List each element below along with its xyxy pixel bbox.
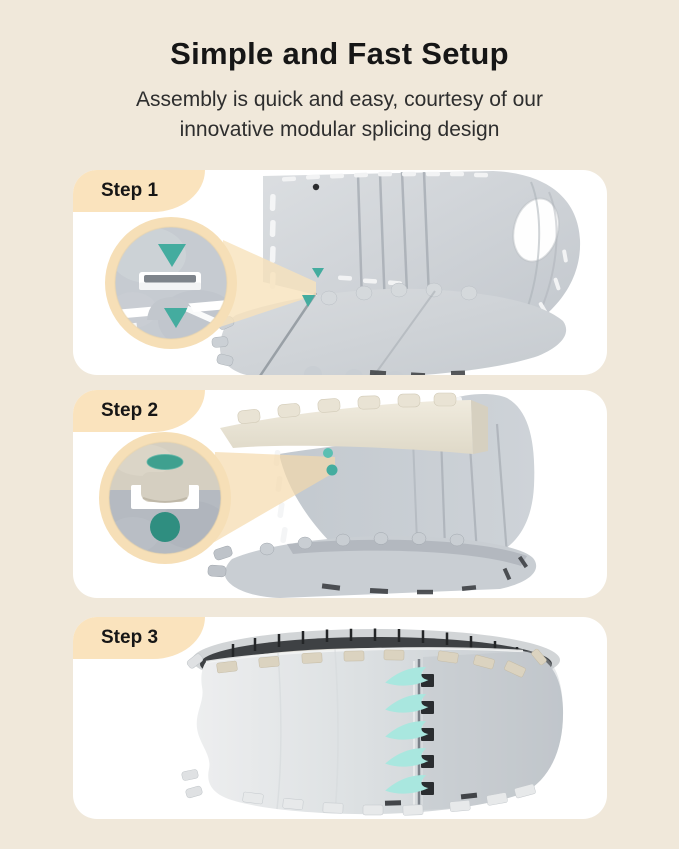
- step-1-card: [73, 170, 607, 375]
- pen-front-wall: [197, 648, 563, 814]
- wall-hole-dot: [313, 184, 319, 190]
- step-3-badge: [73, 617, 205, 659]
- step-3-label: Step 3: [101, 627, 159, 648]
- top-rail-panel: [220, 393, 488, 454]
- teal-dot-icon: [150, 512, 180, 542]
- step-2-label: Step 2: [101, 400, 159, 421]
- step-2-badge: [73, 390, 205, 432]
- page-subtitle: Assembly is quick and easy, courtesy of our innovative modular splicing design: [136, 88, 543, 142]
- tab-detail: [141, 472, 189, 502]
- zoom-lens: [99, 432, 231, 564]
- step-2-card: [73, 390, 607, 598]
- page-title: Simple and Fast Setup: [170, 36, 509, 71]
- step-3-card: [73, 617, 607, 819]
- header: [0, 36, 679, 145]
- step-1-label: Step 1: [101, 180, 159, 201]
- step-1-badge: [73, 170, 205, 212]
- zoom-lens: [99, 217, 241, 350]
